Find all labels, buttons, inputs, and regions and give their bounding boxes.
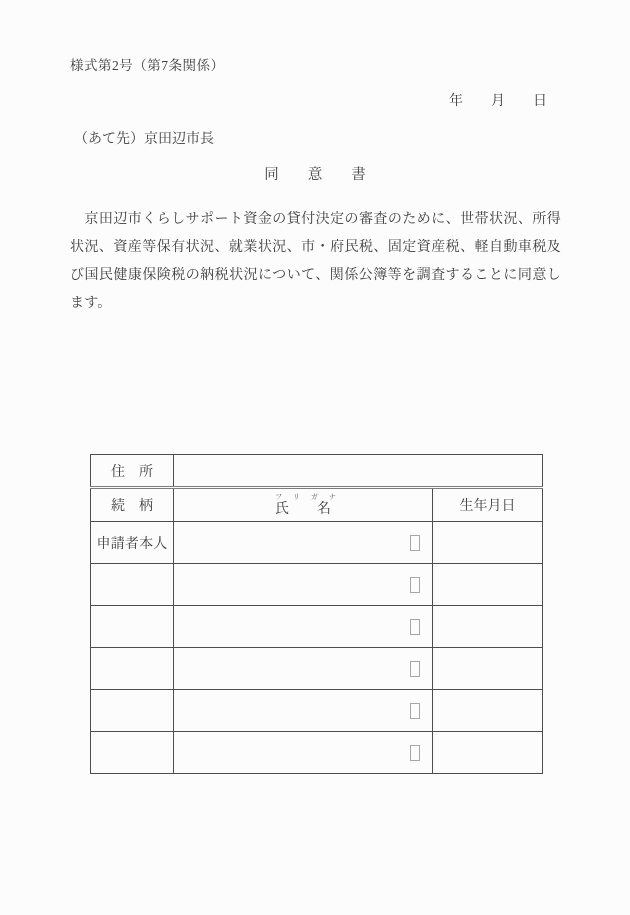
address-label: 住 所 <box>91 455 174 488</box>
relation-cell <box>91 690 174 732</box>
birthdate-cell <box>433 648 543 690</box>
address-row <box>91 455 543 488</box>
relation-cell <box>91 606 174 648</box>
name-cell <box>174 648 433 690</box>
table-header-row <box>91 488 543 522</box>
furigana-ruby-label: フリガナ <box>275 492 347 501</box>
form-id-label: 様式第2号（第7条関係） <box>70 58 225 73</box>
relation-header: 続 柄 <box>91 488 174 522</box>
seal-placeholder-icon <box>410 661 420 677</box>
seal-placeholder-icon <box>410 619 420 635</box>
table-row <box>91 606 543 648</box>
relation-cell <box>91 564 174 606</box>
seal-placeholder-icon <box>410 745 420 761</box>
table-row <box>91 648 543 690</box>
seal-placeholder-icon <box>410 535 420 551</box>
birthdate-cell <box>433 522 543 564</box>
name-cell <box>174 522 433 564</box>
name-header <box>174 488 433 522</box>
birthdate-cell <box>433 690 543 732</box>
date-line: 年 月 日 <box>449 94 547 109</box>
name-cell <box>174 690 433 732</box>
addressee-line: （あて先）京田辺市長 <box>74 132 214 147</box>
consent-table <box>90 454 543 774</box>
name-header-label: 氏 名 <box>275 501 331 517</box>
address-value-cell <box>174 455 543 488</box>
birthdate-header: 生年月日 <box>433 488 543 522</box>
table-row <box>91 732 543 774</box>
birthdate-cell <box>433 564 543 606</box>
name-cell <box>174 564 433 606</box>
relation-cell <box>91 648 174 690</box>
document-title: 同 意 書 <box>264 167 366 183</box>
birthdate-cell <box>433 732 543 774</box>
table-row <box>91 564 543 606</box>
name-cell <box>174 732 433 774</box>
table-row <box>91 690 543 732</box>
consent-paragraph: 京田辺市くらしサポート資金の貸付決定の審査のために、世帯状況、所得状況、資産等保有状況、就業状況、市・府民税、固定資産税、軽自動車税及び国民健康保険税の納税状況について、関係公簿等を調査することに同意します。 <box>70 212 561 311</box>
relation-cell <box>91 732 174 774</box>
seal-placeholder-icon <box>410 577 420 593</box>
relation-cell: 申請者本人 <box>91 522 174 564</box>
name-cell <box>174 606 433 648</box>
table-row <box>91 522 543 564</box>
seal-placeholder-icon <box>410 703 420 719</box>
birthdate-cell <box>433 606 543 648</box>
